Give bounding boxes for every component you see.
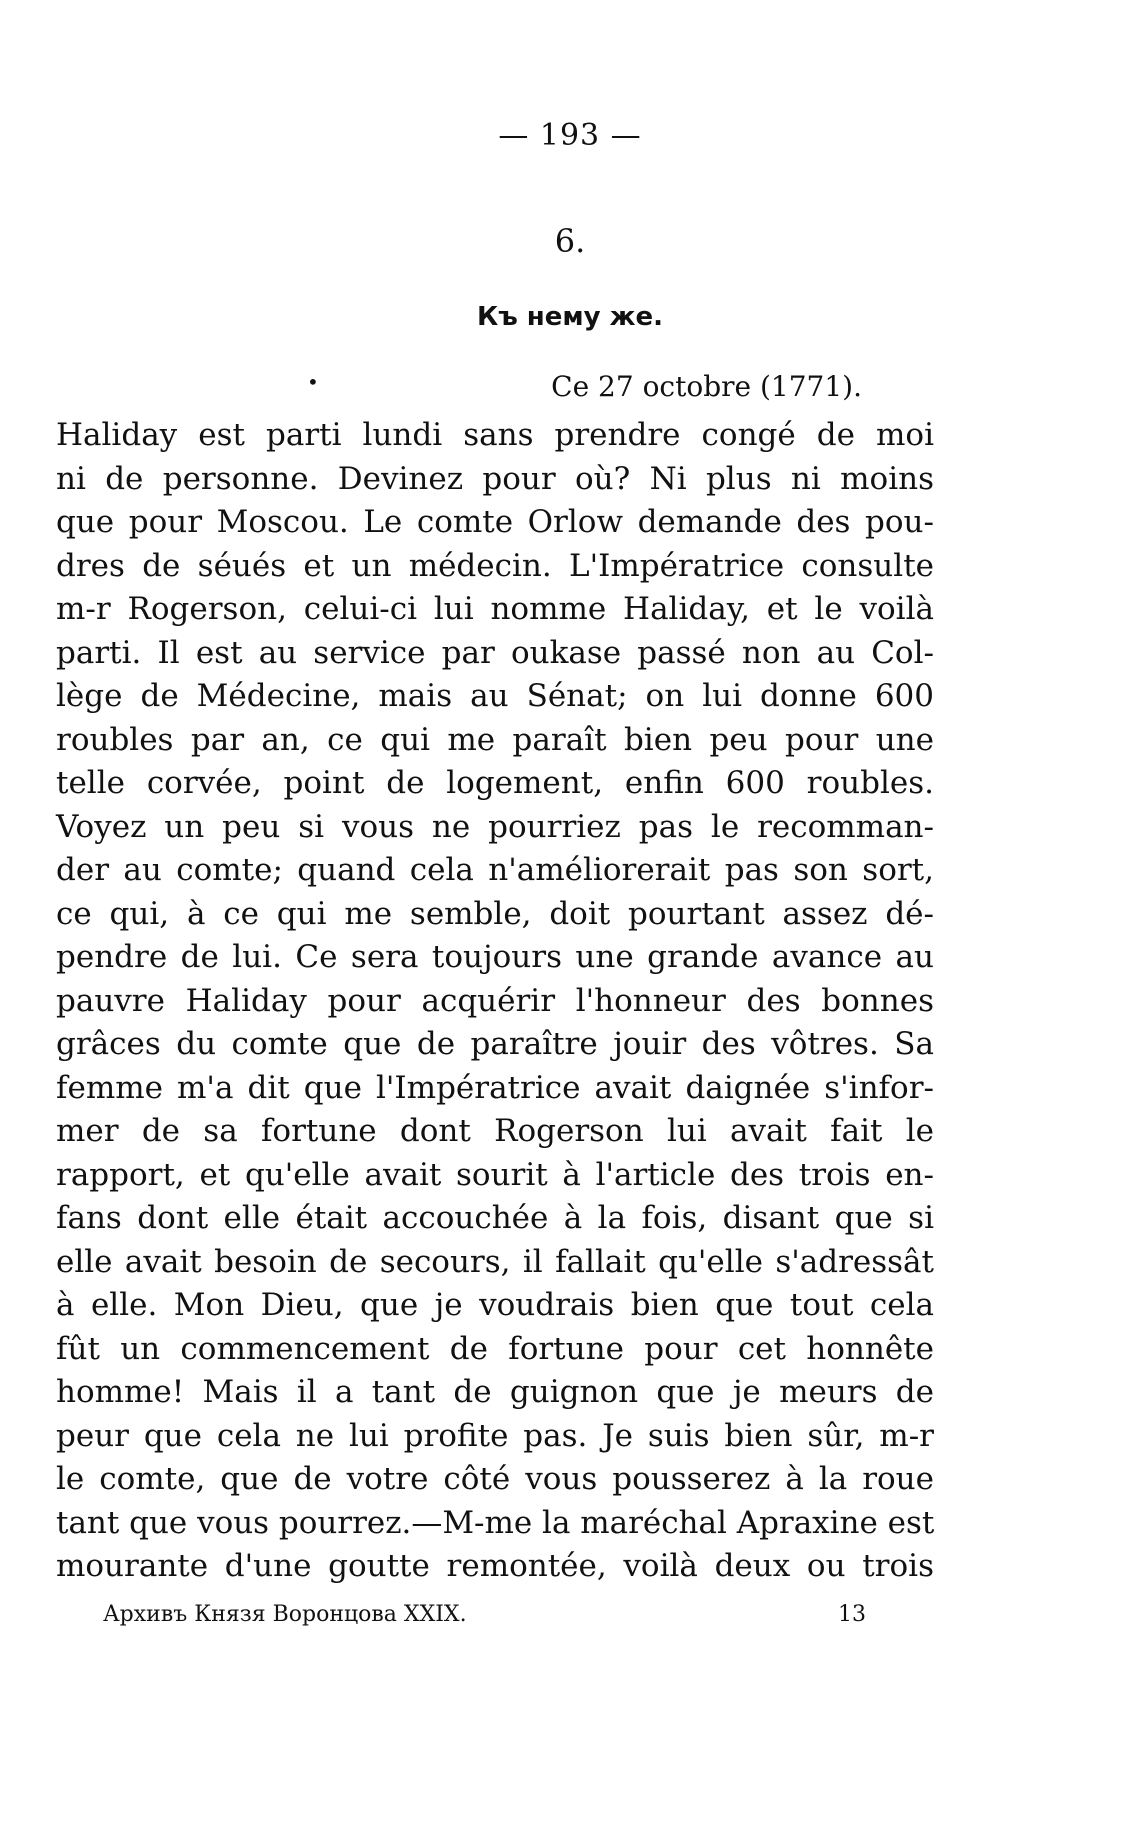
- text-line: mourante d'une goutte remontée, voilà deux ou trois: [56, 1548, 934, 1584]
- text-line: rapport, et qu'elle avait sourit à l'article des trois en-: [56, 1156, 934, 1193]
- text-line: dres de séués et un médecin. L'Impératrice consulte: [56, 547, 934, 584]
- text-line: mer de sa fortune dont Rogerson lui avait fait le: [56, 1113, 934, 1149]
- text-line: pendre de lui. Ce sera toujours une grande avance au: [56, 939, 934, 975]
- footer-source: Архивъ Князя Воронцова XXIX.: [103, 1602, 467, 1627]
- text-line: der au comte; quand cela n'améliorerait pas son sort,: [56, 852, 934, 888]
- text-line: tant que vous pourrez.—M-me la maréchal Apraxine est: [56, 1504, 935, 1541]
- text-line: peur que cela ne lui profite pas. Je suis bien sûr, m-r: [56, 1417, 934, 1454]
- letter-date: Ce 27 octobre (1771).: [551, 370, 862, 403]
- section-number: 6.: [554, 222, 586, 260]
- text-line: fans dont elle était accouchée à la fois, disant que si: [56, 1200, 934, 1236]
- text-line: femme m'a dit que l'Impératrice avait daignée s'infor-: [56, 1069, 934, 1106]
- text-line: fût un commencement de fortune pour cet honnête: [56, 1330, 934, 1367]
- text-line: le comte, que de votre côté vous pousserez à la roue: [56, 1461, 934, 1497]
- body-text: [56, 414, 934, 1589]
- text-line: roubles par an, ce qui me paraît bien peu pour une: [56, 721, 934, 758]
- text-line: homme! Mais il a tant de guignon que je meurs de: [56, 1374, 934, 1410]
- text-line: telle corvée, point de logement, enfin 600 roubles.: [56, 765, 934, 801]
- bullet-mark: •: [307, 370, 319, 394]
- text-line: que pour Moscou. Le comte Orlow demande des pou-: [56, 504, 934, 540]
- text-line: Voyez un peu si vous ne pourriez pas le recomman-: [56, 808, 934, 845]
- text-line: pauvre Haliday pour acquérir l'honneur des bonnes: [56, 982, 934, 1019]
- text-line: m-r Rogerson, celui-ci lui nomme Haliday, et le voilà: [56, 591, 934, 627]
- text-line: à elle. Mon Dieu, que je voudrais bien que tout cela: [56, 1287, 934, 1323]
- text-line: ni de personne. Devinez pour où? Ni plus ni moins: [56, 460, 934, 497]
- text-line: parti. Il est au service par oukase passé non au Col-: [56, 634, 934, 671]
- page-number: — 193 —: [498, 118, 642, 153]
- text-line: elle avait besoin de secours, il fallait qu'elle s'adressât: [56, 1243, 934, 1280]
- footer-signature-mark: 13: [838, 1602, 866, 1627]
- text-line: grâces du comte que de paraître jouir des vôtres. Sa: [56, 1026, 934, 1062]
- letter-heading: Къ нему же.: [476, 302, 664, 332]
- text-line: ce qui, à ce qui me semble, doit pourtant assez dé-: [56, 895, 934, 932]
- text-line: lège de Médecine, mais au Sénat; on lui donne 600: [56, 678, 934, 714]
- text-line: Haliday est parti lundi sans prendre congé de moi: [56, 417, 934, 453]
